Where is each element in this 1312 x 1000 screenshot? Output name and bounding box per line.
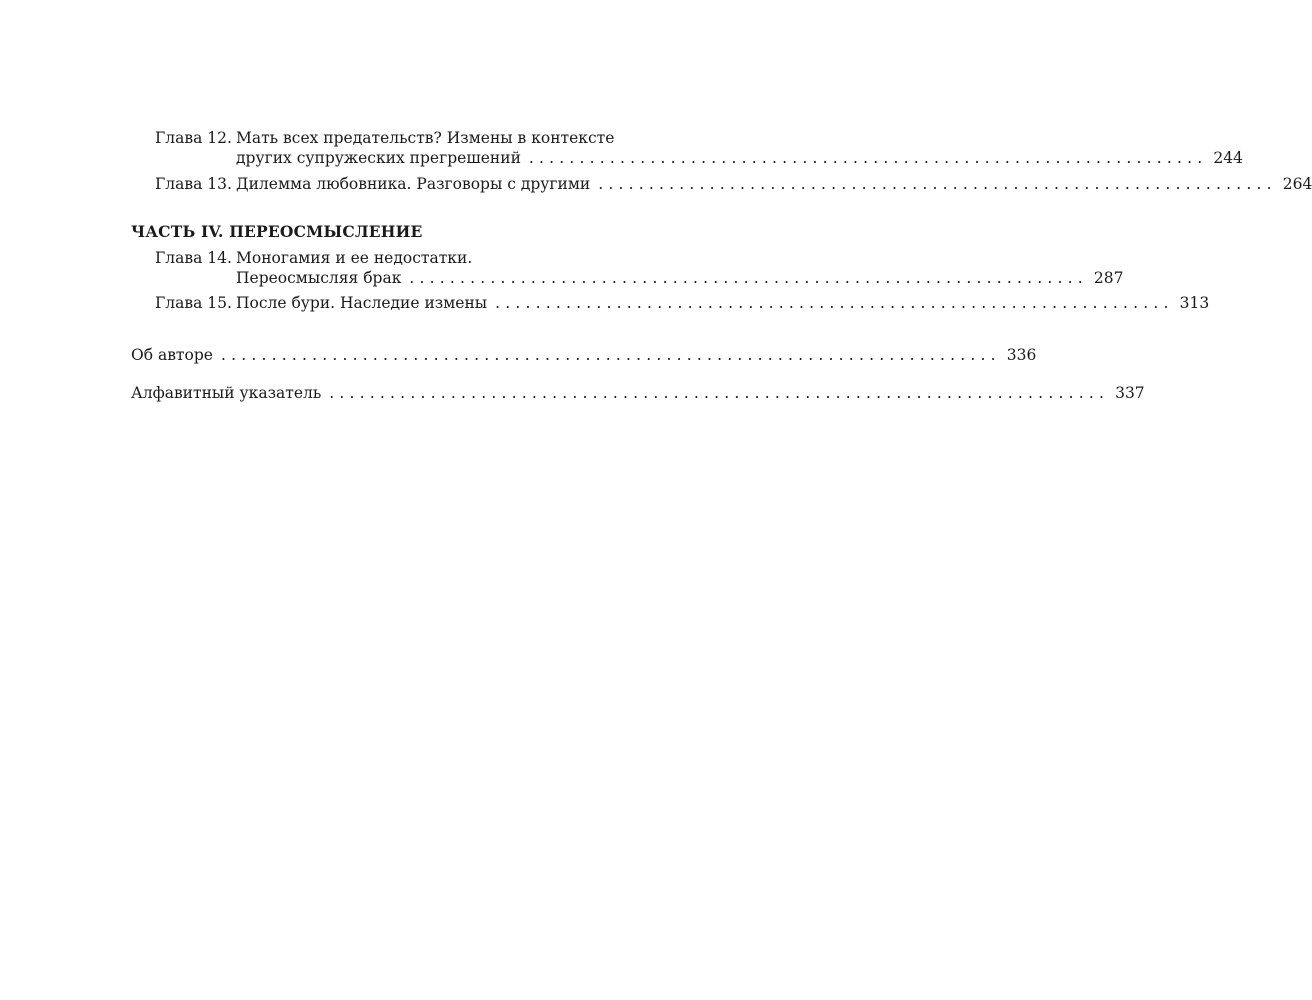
dot-leader: ...................................................................	[528, 149, 1208, 167]
chapter-14-title-line1: Моногамия и ее недостатки.	[236, 249, 473, 267]
toc-entry-chapter-13[interactable]	[236, 174, 1312, 194]
chapter-12-title-line1: Мать всех предательств? Измены в контексте	[236, 129, 615, 147]
chapter-13-label: Глава 13.	[155, 175, 232, 193]
index-page-number: 337	[1115, 384, 1145, 402]
toc-entry-chapter-14[interactable]	[236, 268, 1124, 288]
about-author-title: Об авторе	[131, 346, 213, 364]
index-title: Алфавитный указатель	[131, 384, 322, 402]
chapter-12-title-line2: других супружеских прегрешений	[236, 149, 521, 167]
toc-entry-about-author[interactable]	[131, 345, 1037, 365]
chapter-14-page-number: 287	[1093, 269, 1124, 287]
dot-leader: ...................................................................	[495, 294, 1174, 312]
chapter-14-title-line2: Переосмысляя брак	[236, 269, 402, 287]
chapter-15-title: После бури. Наследие измены	[236, 294, 488, 312]
chapter-13-page-number: 264	[1282, 175, 1312, 193]
toc-entry-index[interactable]	[131, 383, 1145, 403]
about-author-page-number: 336	[1006, 346, 1037, 364]
chapter-15-label: Глава 15.	[155, 294, 232, 312]
dot-leader: ...................................................................	[598, 175, 1277, 193]
dot-leader: .............................................................................	[220, 346, 1001, 364]
dot-leader: .............................................................................	[329, 384, 1110, 402]
toc-entry-chapter-15[interactable]	[236, 293, 1210, 313]
chapter-12-page-number: 244	[1213, 149, 1244, 167]
chapter-15-page-number: 313	[1179, 294, 1210, 312]
dot-leader: ...................................................................	[409, 269, 1088, 287]
chapter-12-label: Глава 12.	[155, 129, 232, 147]
chapter-13-title: Дилемма любовника. Разговоры с другими	[236, 175, 591, 193]
part-4-heading: ЧАСТЬ IV. ПЕРЕОСМЫСЛЕНИЕ	[131, 222, 423, 241]
toc-entry-chapter-12[interactable]	[236, 148, 1244, 168]
chapter-14-label: Глава 14.	[155, 249, 232, 267]
